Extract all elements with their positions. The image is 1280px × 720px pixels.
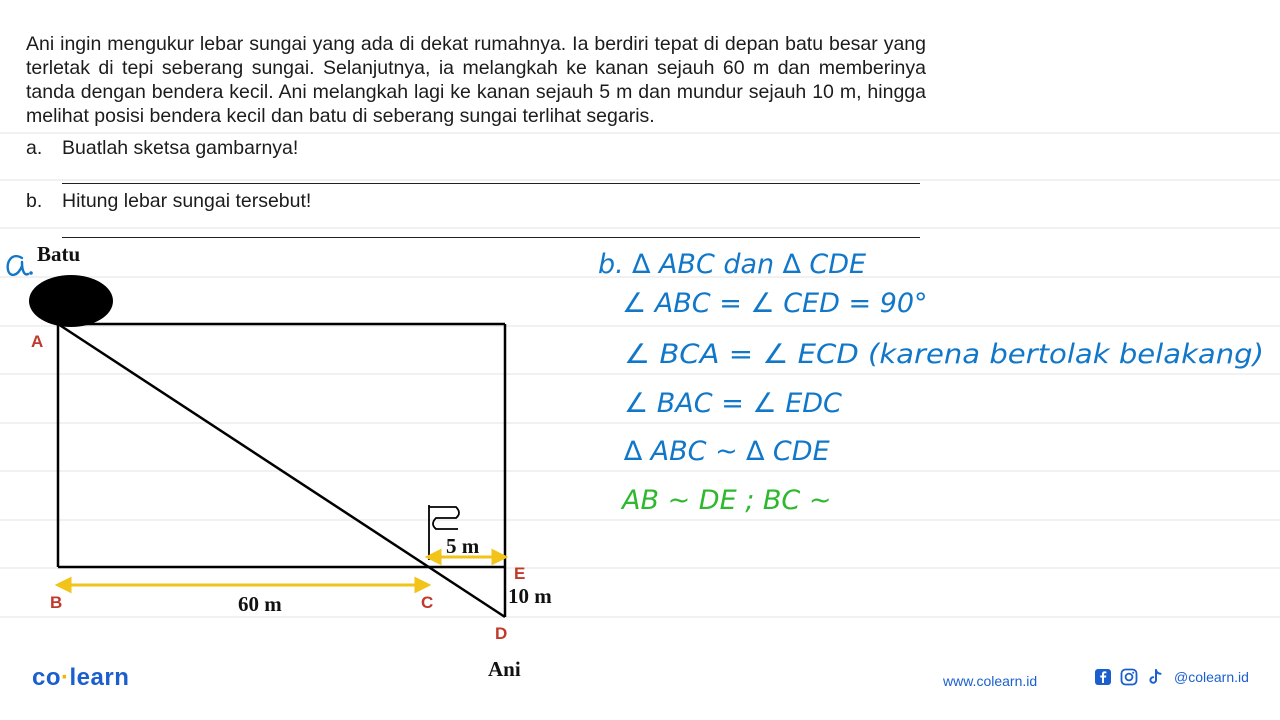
rock-shape bbox=[29, 275, 113, 327]
answer-line-2: ∠ ABC = ∠ CED = 90° bbox=[622, 288, 928, 319]
measure-bc-arrow bbox=[58, 579, 428, 591]
logo-part-learn: learn bbox=[69, 664, 130, 691]
answer-line-6: AB ~ DE ; BC ~ bbox=[622, 485, 832, 516]
problem-text: Ani ingin mengukur lebar sungai yang ada di dekat rumahnya. Ia berdiri tepat di depan batu besar yang terletak di tepi seberang sungai. Selanjutnya, ia melangkah ke kanan sejauh 60 m dan memberinya tanda dengan bendera kecil. Ani melangkah lagi ke kanan sejauh 5 m dan mundur sejauh 10 m, hingga melihat posisi bendera kecil dan batu di seberang sungai terlihat segaris. bbox=[26, 33, 926, 127]
handwritten-a-letter bbox=[8, 256, 28, 275]
distance-ce-label: 5 m bbox=[446, 534, 480, 558]
question-a-text: Buatlah sketsa gambarnya! bbox=[62, 137, 299, 159]
point-c-label: C bbox=[421, 593, 434, 612]
question-b-text: Hitung lebar sungai tersebut! bbox=[62, 190, 312, 212]
point-a-label: A bbox=[31, 332, 44, 351]
social-links bbox=[1094, 668, 1249, 686]
colearn-logo[interactable] bbox=[32, 664, 129, 692]
answer-line-5: ∆ ABC ~ ∆ CDE bbox=[624, 436, 830, 467]
answer-line-3: ∠ BCA = ∠ ECD (karena bertolak belakang) bbox=[624, 339, 1264, 370]
handwritten-a-dot bbox=[29, 271, 33, 275]
point-d-label: D bbox=[495, 624, 508, 643]
point-b-label: B bbox=[50, 593, 63, 612]
answer-line-4: ∠ BAC = ∠ EDC bbox=[624, 388, 842, 419]
website-link[interactable]: www.colearn.id bbox=[943, 673, 1038, 689]
distance-ed-label: 10 m bbox=[508, 584, 552, 608]
social-handle[interactable]: @colearn.id bbox=[1174, 669, 1249, 685]
distance-bc-label: 60 m bbox=[238, 592, 282, 616]
logo-part-co: co bbox=[32, 664, 62, 691]
rock-label: Batu bbox=[37, 242, 81, 266]
person-label: Ani bbox=[488, 657, 521, 681]
logo-dot: · bbox=[61, 664, 70, 691]
point-e-label: E bbox=[514, 564, 526, 583]
sight-line-a-d bbox=[58, 324, 505, 617]
facebook-icon[interactable] bbox=[1094, 668, 1112, 686]
tiktok-icon[interactable] bbox=[1146, 668, 1164, 686]
answer-line-1: b. ∆ ABC dan ∆ CDE bbox=[598, 249, 867, 280]
question-a-label: a. bbox=[26, 137, 43, 159]
instagram-icon[interactable] bbox=[1120, 668, 1138, 686]
question-b-label: b. bbox=[26, 190, 43, 212]
